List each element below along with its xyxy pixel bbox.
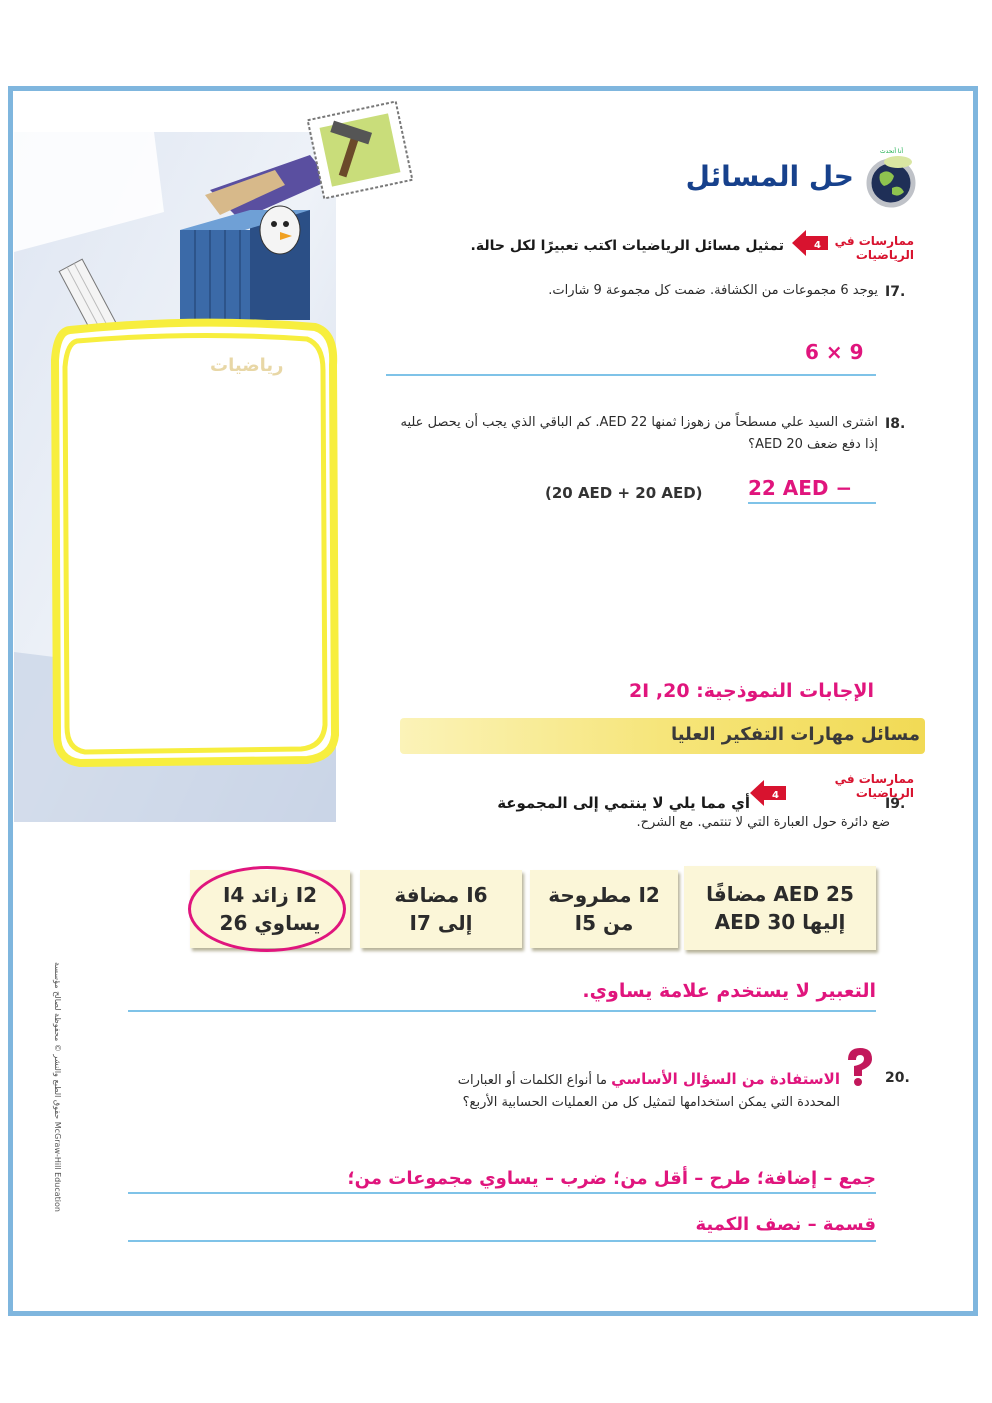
q18-number: I8. (885, 416, 906, 432)
q18-answer-line (748, 502, 876, 504)
q18-answer-main: 22 AED − (748, 476, 853, 500)
essential-question-icon (840, 1046, 876, 1086)
globe-badge-text: أنا أتحدث (880, 148, 904, 155)
hammer-stamp-icon (305, 100, 415, 200)
q19-text-bold: أي مما يلي لا ينتمي إلى المجموعة (497, 794, 750, 812)
q20-text (420, 1068, 840, 1114)
q20-number: 20. (885, 1070, 910, 1086)
q20-answer-line1: جمع – إضافة؛ طرح – أقل من؛ ضرب – يساوي مجموعات من؛ (347, 1168, 876, 1189)
option-box-3[interactable] (360, 870, 522, 948)
q20-text-rest: ما أنواع الكلمات أو العبارات المحددة التي يمكن استخدامها لتمثيل كل من العمليات الحسابية الأربع؟ (457, 1073, 840, 1110)
option-1-line2: إليها 30 AED (714, 910, 846, 934)
option-box-1[interactable] (684, 866, 876, 950)
practice-label: ممارسات في الرياضيات (834, 234, 914, 262)
side-copyright: حقوق الطبع والنشر © محفوظة لصالح مؤسسة McGraw-Hill Education (53, 962, 62, 1212)
practice-arrow-icon-2 (750, 778, 788, 808)
q20-answer-rule-1 (128, 1192, 876, 1194)
sample-answers: الإجابات النموذجية: 20, 2I (628, 680, 874, 702)
q20-answer-rule-2 (128, 1240, 876, 1242)
q19-answer-line (128, 1010, 876, 1012)
option-2-line1: I2 مطروحة (548, 883, 660, 907)
answer-circle (188, 866, 346, 952)
stamp-caption: رياضيات (210, 355, 284, 376)
instruction-text: تمثيل مسائل الرياضيات اكتب تعبيرًا لكل حالة. (470, 238, 784, 254)
q18-text: اشترى السيد علي مسطحاً من زهوزا ثمنها 22 AED. كم الباقي الذي يجب أن يحصل عليه إذا دفع ضعف 20 AED؟ (400, 415, 878, 452)
q18-answer-tail: (20 AED + 20 AED) (545, 484, 703, 502)
option-4-line2: يساوي 26 (219, 911, 321, 935)
hots-banner-text: مسائل مهارات التفكير العليا (670, 724, 920, 745)
q19-number: I9. (885, 796, 906, 812)
globe-icon (862, 154, 920, 208)
practice-label-2: ممارسات في الرياضيات (834, 772, 914, 800)
option-3-line1: I6 مضافة (394, 883, 488, 907)
yellow-note-frame (45, 315, 345, 770)
q17-answer-line (386, 374, 876, 376)
option-3-line2: إلى I7 (409, 911, 473, 935)
option-box-2[interactable] (530, 870, 678, 948)
q19-answer: التعبير لا يستخدم علامة يساوي. (582, 980, 876, 1002)
q20-text-label: الاستفادة من السؤال الأساسي (611, 1070, 840, 1088)
q17-number: I7. (885, 284, 906, 300)
q20-answer-line2: قسمة – نصف الكمية (695, 1214, 876, 1235)
q17-text: يوجد 6 مجموعات من الكشافة. ضمت كل مجموعة 9 شارات. (548, 283, 878, 298)
practice-badge-number: 4 (814, 240, 821, 251)
practice-arrow-icon (792, 228, 830, 258)
practice-badge-number-2: 4 (772, 790, 779, 801)
option-1-line1: 25 AED مضافًا (706, 882, 854, 906)
section-title: حل المسائل (685, 160, 854, 193)
q17-answer: 6 × 9 (805, 340, 864, 364)
option-4-line1: I2 زائد I4 (222, 883, 318, 907)
q19-text-rest: ضع دائرة حول العبارة التي لا تنتمي. مع الشرح. (636, 815, 890, 830)
option-2-line2: من I5 (574, 911, 634, 935)
